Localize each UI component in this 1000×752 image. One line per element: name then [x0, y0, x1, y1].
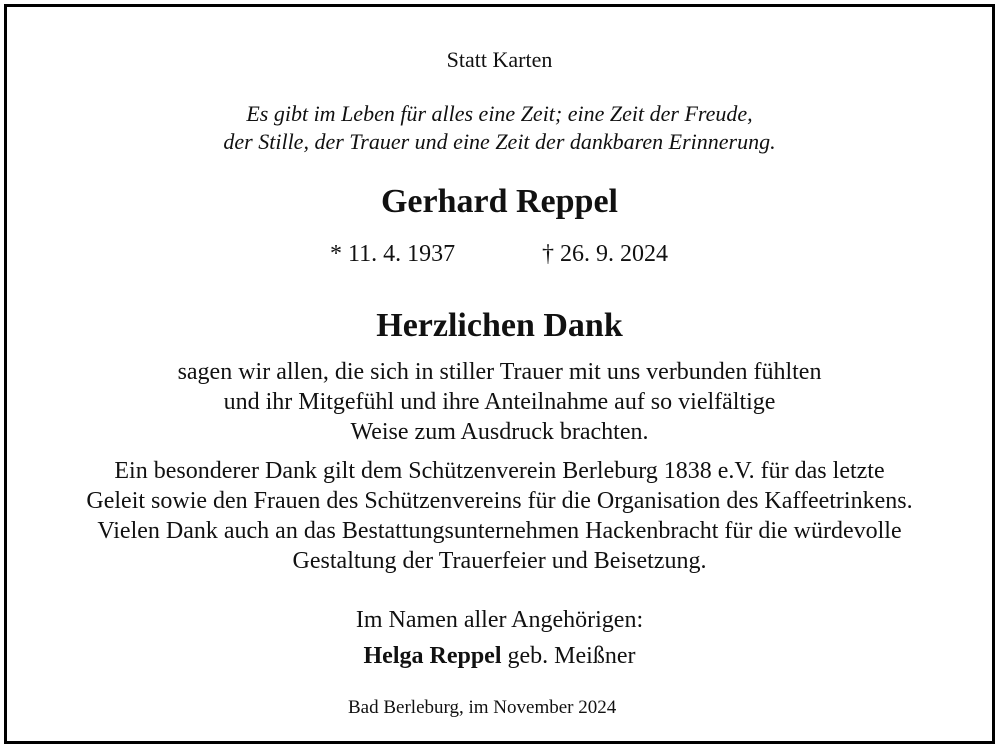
- thanks-text-line: sagen wir allen, die sich in stiller Trauer mit uns verbunden fühlten: [177, 359, 822, 385]
- signature-intro: Im Namen aller Angehörigen:: [355, 607, 644, 633]
- deceased-name: Gerhard Reppel: [380, 183, 619, 220]
- thanks-text-line: Weise zum Ausdruck brachten.: [350, 419, 649, 445]
- signature: [7, 643, 992, 670]
- notice-header: Statt Karten: [446, 47, 553, 72]
- place-date: Bad Berleburg, im November 2024: [348, 697, 617, 718]
- signature-name: Helga Reppel: [363, 643, 502, 669]
- thanks-text-line: Ein besonderer Dank gilt dem Schützenverein Berleburg 1838 e.V. für das letzte: [114, 458, 885, 484]
- thanks-title: Herzlichen Dank: [376, 307, 623, 344]
- thanks-text-line: Vielen Dank auch an das Bestattungsunternehmen Hackenbracht für die würdevolle: [97, 518, 902, 544]
- thanks-text-line: Gestaltung der Trauerfeier und Beisetzung.: [292, 548, 707, 574]
- thanks-text-line: Geleit sowie den Frauen des Schützenvereins für die Organisation des Kaffeetrinkens.: [86, 488, 913, 514]
- motto-line-1: Es gibt im Leben für alles eine Zeit; eine Zeit der Freude,: [246, 101, 753, 126]
- birth-date: * 11. 4. 1937: [330, 241, 456, 267]
- thanks-text-line: und ihr Mitgefühl und ihre Anteilnahme auf so vielfältige: [223, 389, 776, 415]
- signature-maiden-name: geb. Meißner: [507, 643, 636, 669]
- obituary-notice: [4, 4, 995, 744]
- death-date: † 26. 9. 2024: [542, 241, 668, 267]
- motto-line-2: der Stille, der Trauer und eine Zeit der dankbaren Erinnerung.: [223, 129, 776, 154]
